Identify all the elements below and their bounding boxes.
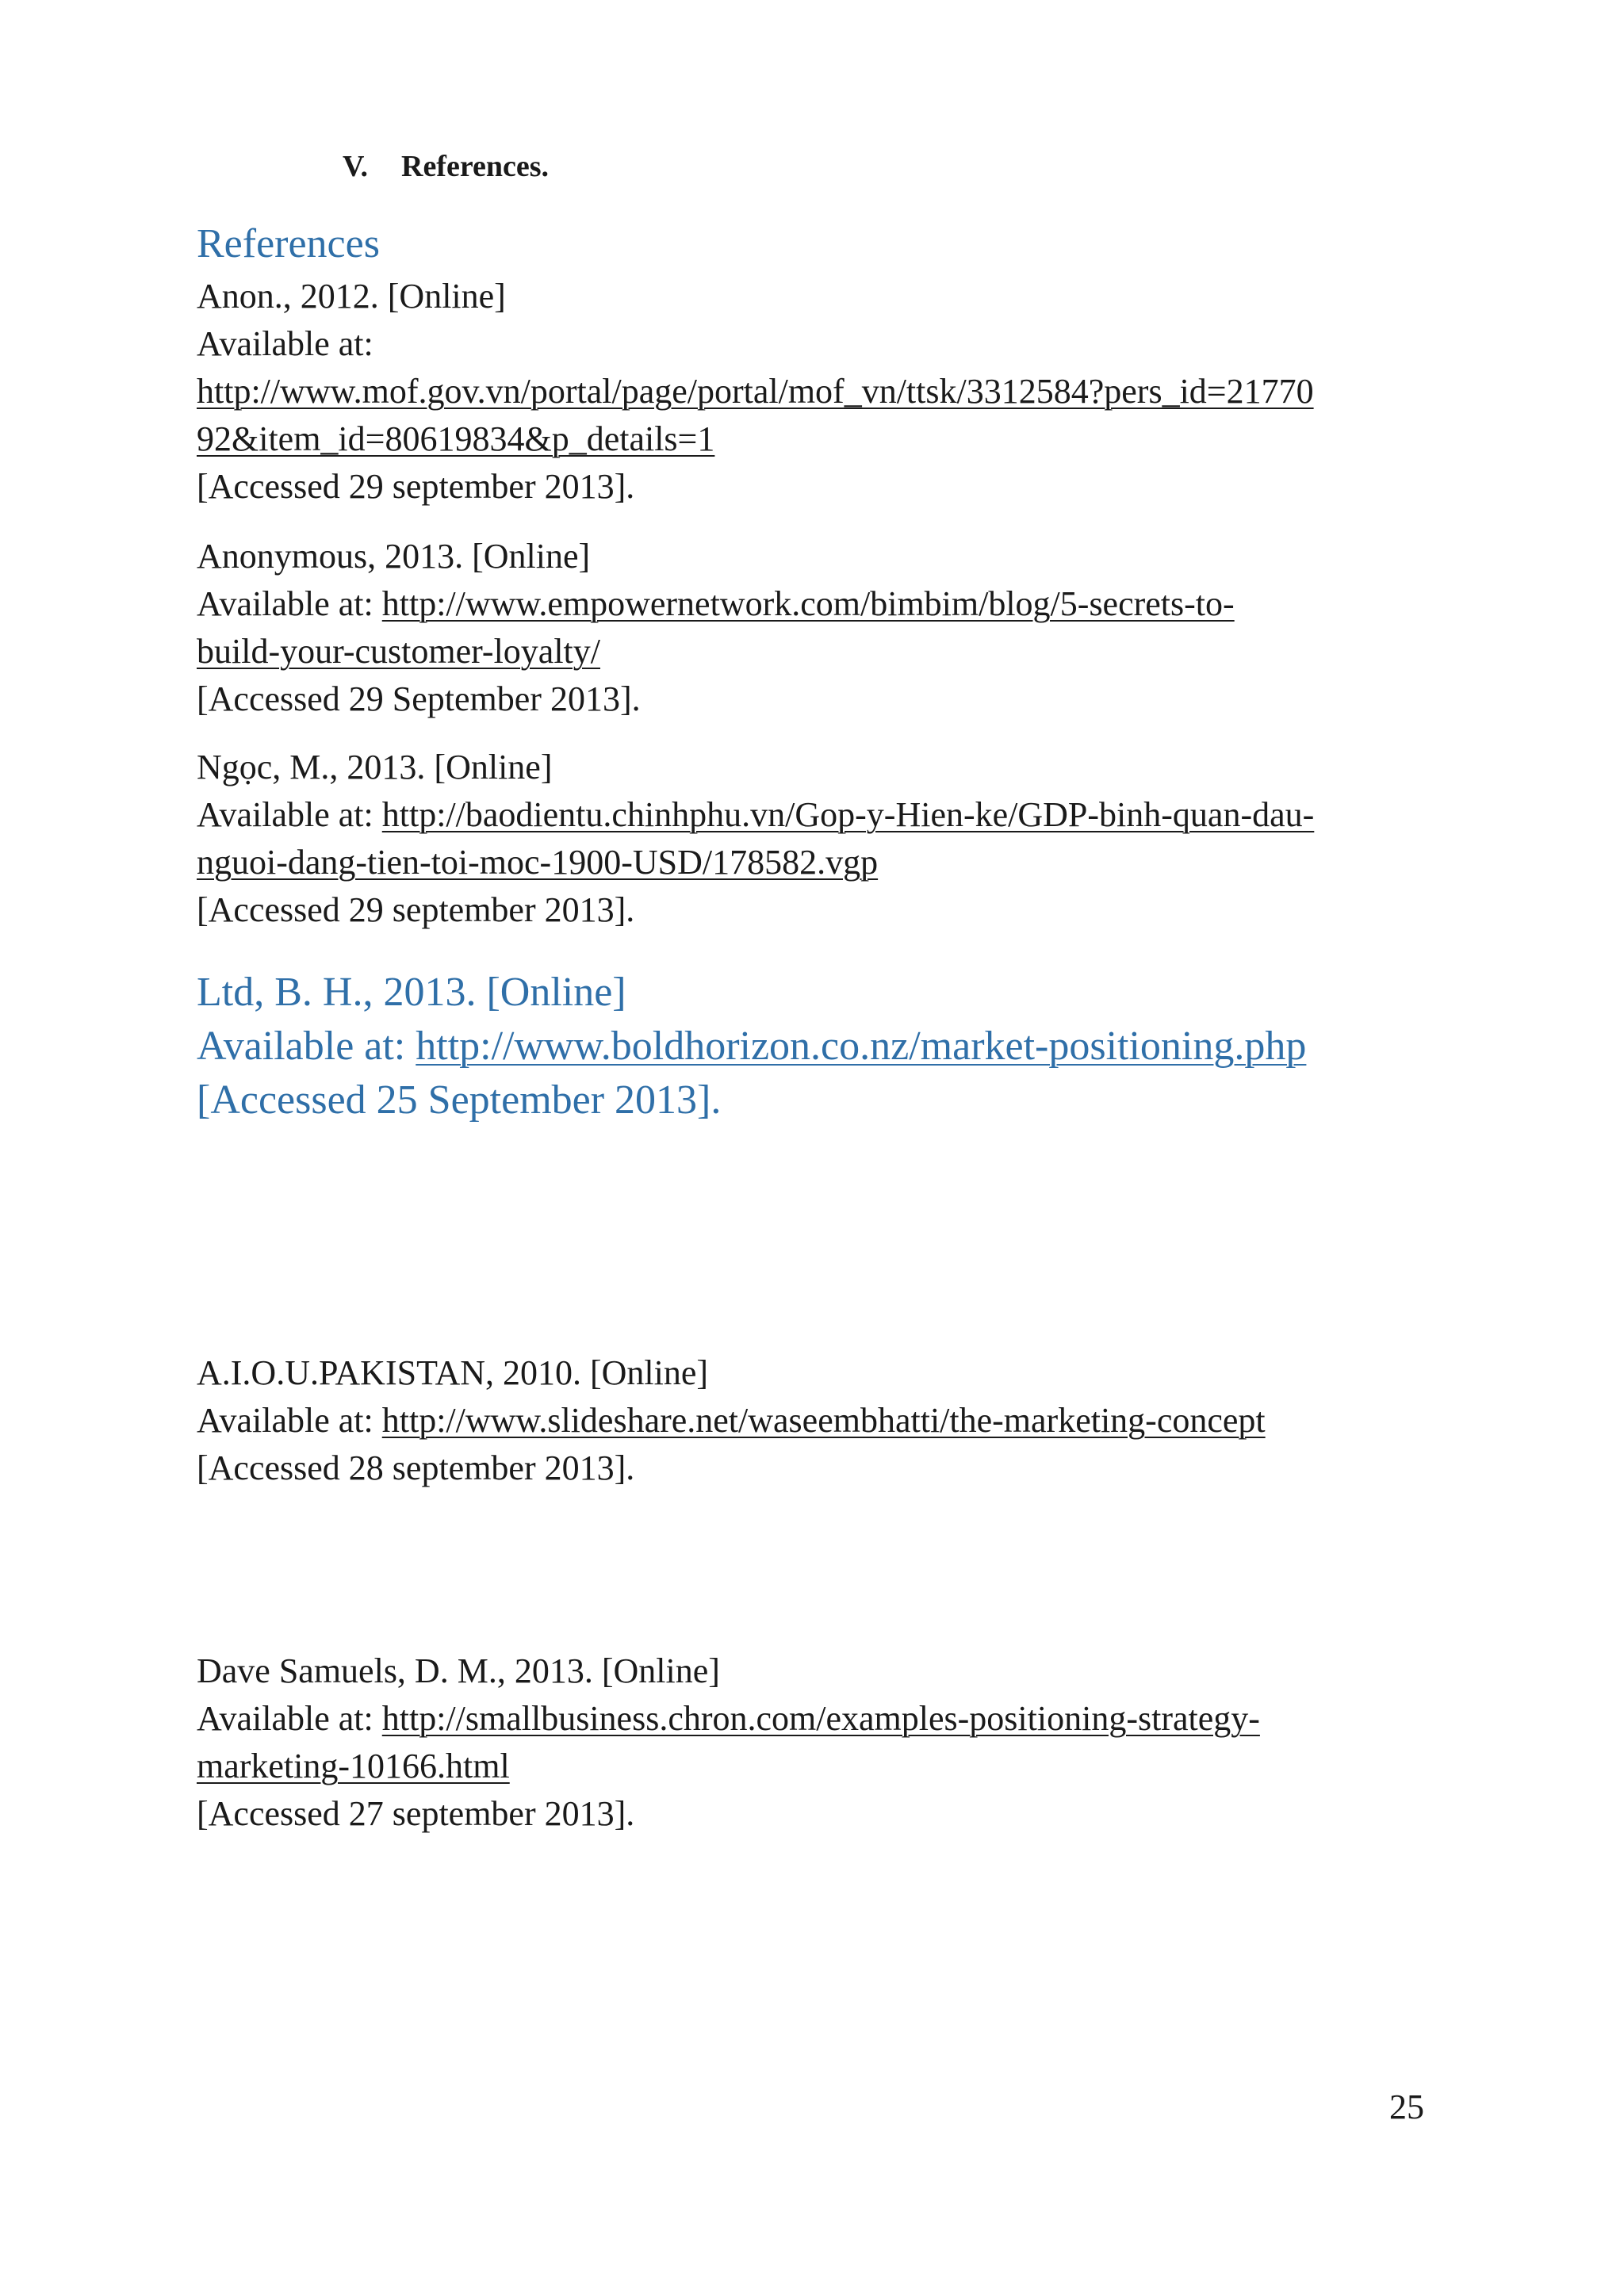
reference-link-line1[interactable]: http://smallbusiness.chron.com/examples-positioning-strategy-	[381, 1699, 1260, 1738]
reference-entry-aiou	[197, 1349, 1434, 1492]
reference-link[interactable]: http://www.boldhorizon.co.nz/market-positioning.php	[416, 1024, 1307, 1069]
available-label: Available at:	[197, 1401, 373, 1440]
available-label: Available at:	[197, 324, 373, 363]
section-number: V.	[343, 150, 369, 183]
available-label: Available at:	[197, 795, 373, 834]
available-label: Available at:	[197, 1024, 406, 1069]
reference-head: Dave Samuels, D. M., 2013. [Online]	[197, 1651, 720, 1690]
reference-accessed: [Accessed 25 September 2013].	[197, 1077, 722, 1123]
reference-head: A.I.O.U.PAKISTAN, 2010. [Online]	[197, 1353, 709, 1392]
reference-accessed: [Accessed 29 september 2013].	[197, 890, 635, 929]
reference-link-line1[interactable]: http://www.empowernetwork.com/bimbim/blog/5-secrets-to-	[381, 584, 1235, 623]
reference-head: Anonymous, 2013. [Online]	[197, 537, 591, 576]
reference-link-line1[interactable]: http://www.mof.gov.vn/portal/page/portal/mof_vn/ttsk/3312584?pers_id=21770	[197, 372, 1314, 411]
reference-head: Ltd, B. H., 2013. [Online]	[197, 970, 626, 1015]
reference-accessed: [Accessed 29 September 2013].	[197, 679, 641, 718]
section-title: References.	[401, 150, 550, 183]
reference-head: Ngọc, M., 2013. [Online]	[197, 748, 553, 786]
reference-accessed: [Accessed 28 september 2013].	[197, 1448, 635, 1487]
reference-entry-samuels	[197, 1647, 1434, 1838]
reference-entry-anonymous	[197, 533, 1434, 723]
available-label: Available at:	[197, 1699, 373, 1738]
references-title: References	[197, 221, 380, 266]
reference-accessed: [Accessed 29 september 2013].	[197, 467, 635, 506]
reference-entry-boldhorizon	[197, 966, 1434, 1127]
reference-link-line2[interactable]: marketing-10166.html	[197, 1747, 510, 1785]
reference-entry-ngoc	[197, 744, 1434, 934]
reference-link-line2[interactable]: build-your-customer-loyalty/	[197, 632, 601, 671]
reference-accessed: [Accessed 27 september 2013].	[197, 1794, 635, 1833]
page-number: 25	[1389, 2087, 1424, 2126]
section-heading	[343, 147, 549, 186]
reference-head: Anon., 2012. [Online]	[197, 277, 506, 316]
available-label: Available at:	[197, 584, 373, 623]
reference-link[interactable]: http://www.slideshare.net/waseembhatti/the-marketing-concept	[381, 1401, 1266, 1440]
reference-entry-anon	[197, 273, 1434, 511]
reference-link-line1[interactable]: http://baodientu.chinhphu.vn/Gop-y-Hien-ke/GDP-binh-quan-dau-	[381, 795, 1315, 834]
reference-link-line2[interactable]: 92&item_id=80619834&p_details=1	[197, 419, 715, 458]
reference-link-line2[interactable]: nguoi-dang-tien-toi-moc-1900-USD/178582.vgp	[197, 843, 879, 882]
